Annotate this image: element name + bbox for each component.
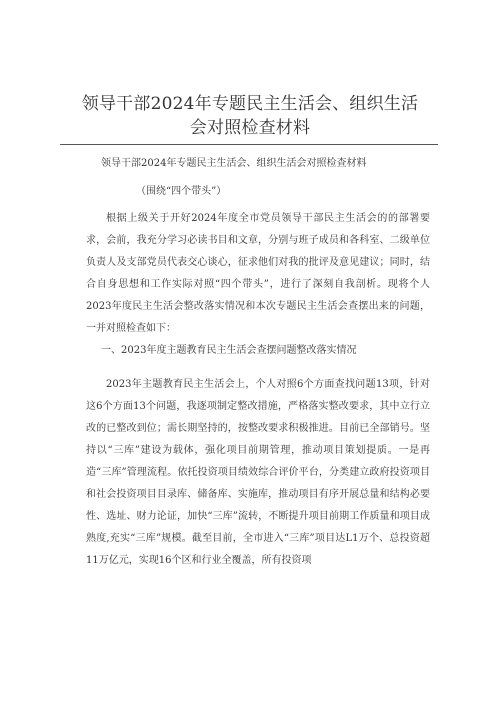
document-title <box>60 92 440 140</box>
title-line-1: 领导干部2024年专题民主生活会、组织生活 <box>81 94 419 114</box>
section-1-paragraph: 2023年主题教育民主生活会上，个人对照6个方面查找问题13项，针对这6个方面13个问题，我逐项制定整改措施，严格落实整改要求，其中立行立改的已整改到位；需长期坚持的，按整改要求积极推进。目前已全部销号。坚持以“三库”建设为载体，强化项目前期管理，推动项目策划提质。一是再造“三库”管理流程。依托投资项目绩效综合评价平台，分类建立政府投资项目和社会投资项目目录库、储备库、实施库，推动项目有序开展总量和结构必要性、选址、财力论证，加快“三库”流转，不断提升项目前期工作质量和项目成熟度,充实“三库”规模。截至目前，全市进入“三库”项目达L1万个、总投资超11万亿元，实现16个区和行业全覆盖，所有投资项 <box>86 379 430 566</box>
title-line-2: 会对照检查材料 <box>189 118 311 138</box>
subtitle-note: （围绕“四个带头”） <box>136 186 227 197</box>
intro-paragraph: 根据上级关于开好2024年度全市党员领导干部民主生活会的的部署要求，会前，我充分学习必读书目和文章，分别与班子成员和各科室、二级单位负责人及支部党员代表交心谈心，征求他们对我的批评及意见建议；同时，结合自身思想和工作实际对照“四个带头”，进行了深刻自我剖析。现将个人2023年度民主生活会整改落实情况和本次专题民主生活会查摆出来的问题，一并对照检查如下： <box>86 213 430 334</box>
section-heading-1: 一、2023年度主题教育民主生活会查摆问题整改落实情况 <box>101 345 357 356</box>
title-divider <box>60 144 438 145</box>
document-subtitle: 领导干部2024年专题民主生活会、组织生活会对照检查材料 <box>101 158 367 169</box>
